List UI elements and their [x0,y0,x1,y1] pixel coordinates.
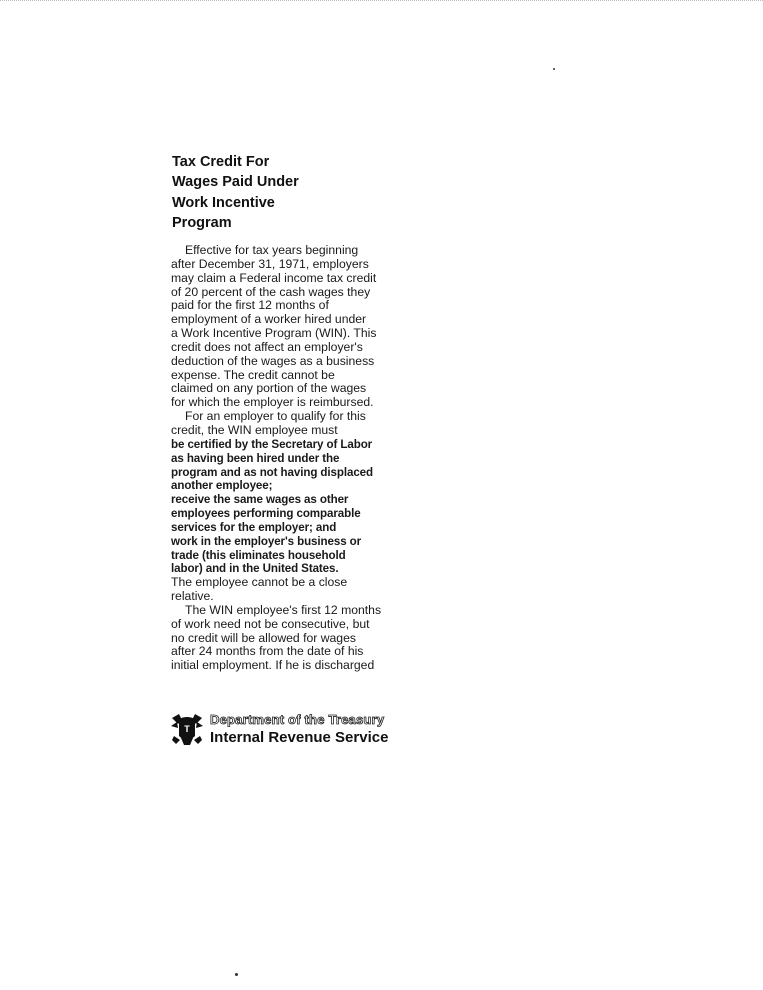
body-line: another employee; [171,479,273,493]
scan-border [0,0,763,7]
body-line: trade (this eliminates household [171,548,346,562]
body-line: program and as not having displaced [171,465,374,479]
body-line: of 20 percent of the cash wages they [171,284,371,299]
body-line: a Work Incentive Program (WIN). This [171,326,377,341]
body-line: claimed on any portion of the wages [171,381,367,396]
body-line: as having been hired under the [171,451,340,465]
svg-text:T: T [184,724,190,734]
body-line: employees performing comparable [171,507,361,521]
body-line: of work need not be consecutive, but [171,616,370,631]
irs-logo [170,712,400,748]
body-line: no credit will be allowed for wages [171,630,356,645]
body-line: paid for the first 12 months of [171,298,329,313]
scan-speck [235,973,238,976]
body-line: for which the employer is reimbursed. [171,395,374,410]
scan-speck [553,68,555,70]
department-name: Department of the Treasury [210,712,385,727]
body-line: labor) and in the United States. [171,562,339,576]
body-line: For an employer to qualify for this [185,409,366,424]
body-line: expense. The credit cannot be [171,367,335,382]
body-line: be certified by the Secretary of Labor [171,437,373,451]
page-title [172,152,412,233]
body-line: relative. [171,589,214,604]
body-line: credit, the WIN employee must [171,422,338,437]
agency-name: Internal Revenue Service [210,729,389,746]
body-line: credit does not affect an employer's [171,339,363,354]
body-line: deduction of the wages as a business [171,353,375,368]
title-line: Work Incentive [172,194,275,211]
body-line: work in the employer's business or [171,534,362,548]
title-line: Tax Credit For [172,154,270,170]
eagle-seal-icon [170,712,204,746]
body-line: may claim a Federal income tax credit [171,270,377,285]
title-line: Wages Paid Under [172,174,299,191]
body-line: employment of a worker hired under [171,312,367,327]
body-line: The employee cannot be a close [171,575,348,590]
body-line: after December 31, 1971, employers [171,256,369,271]
body-line: after 24 months from the date of his [171,644,364,659]
body-line: The WIN employee's first 12 months [185,602,382,617]
body-line: initial employment. If he is discharged [171,658,375,673]
body-text [171,244,401,673]
title-line: Program [172,214,232,231]
body-line: services for the employer; and [171,520,337,534]
body-line: receive the same wages as other [171,493,349,507]
body-line: Effective for tax years beginning [185,243,359,257]
